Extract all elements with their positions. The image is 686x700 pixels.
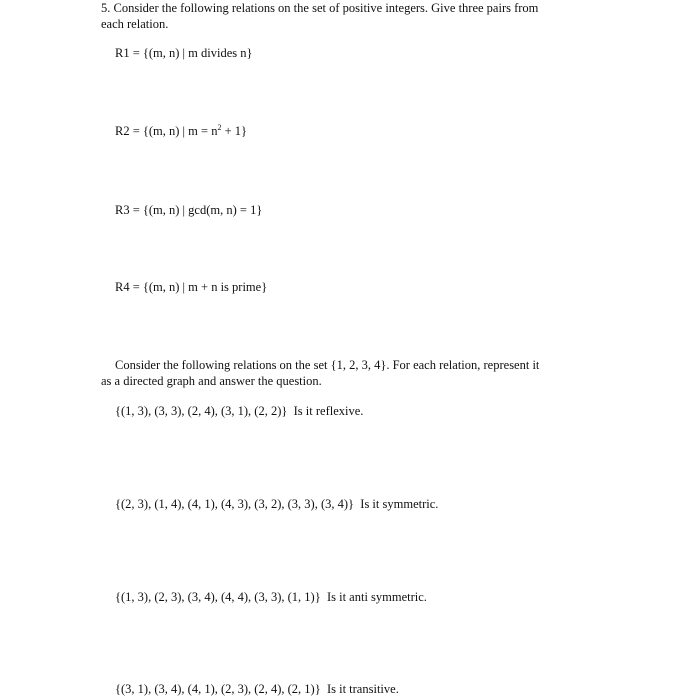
relation-r1: R1 = {(m, n) | m divides n} bbox=[115, 46, 253, 60]
relation-r2-suffix: + 1} bbox=[221, 124, 248, 138]
relation-set: {(1, 3), (3, 3), (2, 4), (3, 1), (2, 2)} bbox=[115, 404, 288, 418]
relation-question: Is it symmetric. bbox=[360, 497, 439, 511]
relation-question: Is it anti symmetric. bbox=[326, 590, 427, 604]
problem-5-intro bbox=[101, 0, 587, 32]
relation-r2 bbox=[115, 124, 247, 139]
relation-set: {(3, 1), (3, 4), (4, 1), (2, 3), (2, 4), (2, 1)} bbox=[115, 682, 321, 696]
problem-6-intro-line-2: as a directed graph and answer the question. bbox=[101, 374, 322, 388]
problem-5-intro-line-2: each relation. bbox=[101, 17, 169, 31]
relation-item-reflexive bbox=[115, 404, 363, 419]
relation-r2-prefix: R2 = {(m, n) | m = n bbox=[115, 124, 218, 138]
relation-item-antisymmetric bbox=[115, 590, 427, 605]
relation-r3: R3 = {(m, n) | gcd(m, n) = 1} bbox=[115, 203, 263, 217]
relation-question: Is it transitive. bbox=[326, 682, 399, 696]
relation-r4: R4 = {(m, n) | m + n is prime} bbox=[115, 280, 268, 294]
problem-6-intro bbox=[101, 357, 587, 389]
relation-set: {(1, 3), (2, 3), (3, 4), (4, 4), (3, 3), (1, 1)} bbox=[115, 590, 321, 604]
relation-item-symmetric bbox=[115, 497, 438, 512]
problem-6-intro-line-1: Consider the following relations on the set {1, 2, 3, 4}. For each relation, represent it bbox=[115, 358, 540, 372]
problem-5-intro-line-1: 5. Consider the following relations on the set of positive integers. Give three pairs from bbox=[101, 1, 539, 15]
relation-question: Is it reflexive. bbox=[293, 404, 364, 418]
relation-set: {(2, 3), (1, 4), (4, 1), (4, 3), (3, 2), (3, 3), (3, 4)} bbox=[115, 497, 355, 511]
relation-r2-exponent: 2 bbox=[217, 123, 222, 132]
relation-item-transitive bbox=[115, 682, 399, 697]
